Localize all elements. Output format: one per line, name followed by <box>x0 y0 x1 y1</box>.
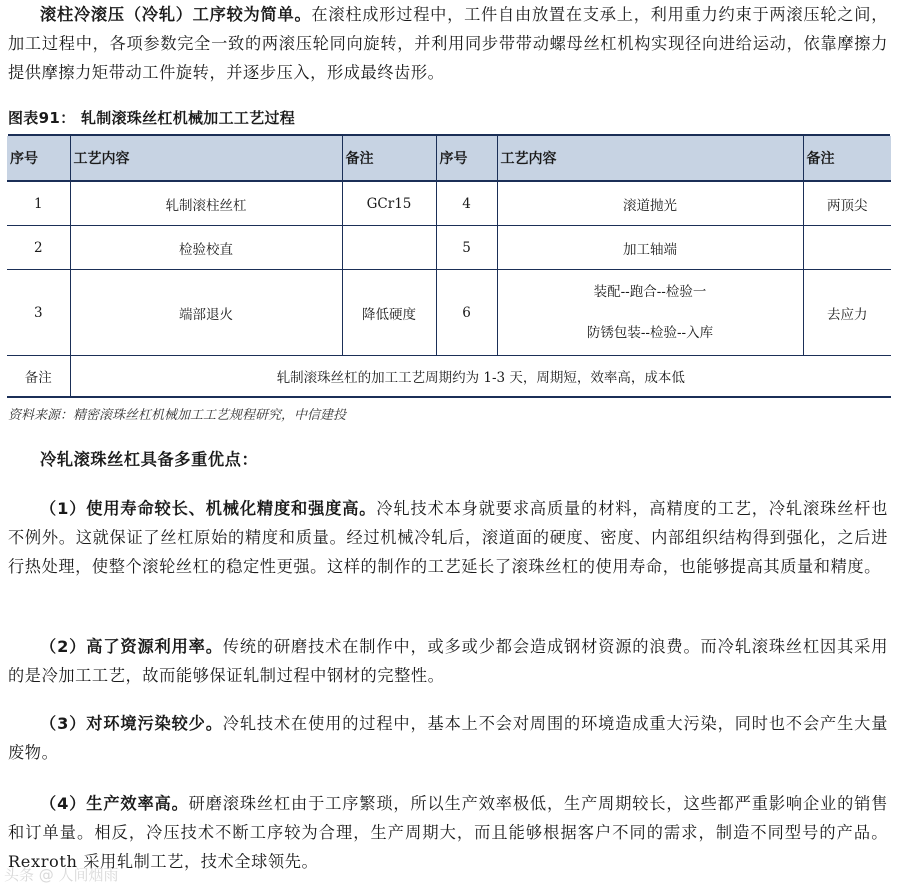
advantage-lead: （1）使用寿命较长、机械化精度和强度高。 <box>40 499 377 518</box>
advantage-lead: （2）高了资源利用率。 <box>40 637 223 656</box>
figure-title-text: 图表91： 轧制滚珠丝杠机械加工工艺过程 <box>8 109 296 127</box>
cell-note: 去应力 <box>803 270 891 356</box>
cell-seq: 6 <box>436 270 497 356</box>
cell-content: 加工轴端 <box>497 226 803 270</box>
advantage-paragraph <box>8 632 888 690</box>
advantage-paragraph <box>8 494 888 581</box>
header-seq-2: 序号 <box>436 136 497 181</box>
advantage-paragraph <box>8 789 888 876</box>
cell-note <box>803 226 891 270</box>
cell-content: 滚道抛光 <box>497 181 803 226</box>
advantage-text: 冷轧技术在使用的过程中，基本上不会对周围的环境造成重大污染，同时也不会产生大量废物。 <box>8 714 888 762</box>
advantage-paragraph <box>8 709 888 767</box>
cell-content <box>497 270 803 356</box>
header-content-1: 工艺内容 <box>70 136 342 181</box>
cell-content-line: 装配--跑合--检验一 <box>593 283 707 300</box>
header-content-2: 工艺内容 <box>497 136 803 181</box>
header-note-1: 备注 <box>342 136 436 181</box>
cell-content: 检验校直 <box>70 226 342 270</box>
table-row <box>7 270 891 356</box>
table-header-row <box>7 136 891 181</box>
cell-seq: 3 <box>7 270 70 356</box>
table-row <box>7 226 891 270</box>
header-note-2: 备注 <box>803 136 891 181</box>
watermark: 头条 @ 人间烟雨 <box>4 866 119 884</box>
intro-paragraph <box>8 0 888 87</box>
advantage-text: 冷轧技术本身就要求高质量的材料，高精度的工艺，冷轧滚珠丝杆也不例外。这就保证了丝杠原始的精度和质量。经过机械冷轧后，滚道面的硬度、密度、内部组织结构得到强化，之后进行热处理，使整个滚轮丝杠的稳定性更强。这样的制作的工艺延长了滚珠丝杠的使用寿命，也能够提高其质量和精度。 <box>8 499 888 576</box>
table-row <box>7 181 891 226</box>
advantage-text: 传统的研磨技术在制作中，或多或少都会造成钢材资源的浪费。而冷轧滚珠丝杠因其采用的是冷加工工艺，故而能够保证轧制过程中钢材的完整性。 <box>8 637 888 685</box>
table-note-row <box>7 356 891 398</box>
cell-content-line: 防锈包装--检验--入库 <box>586 324 714 341</box>
cell-note <box>342 226 436 270</box>
note-text: 轧制滚珠丝杠的加工工艺周期约为 1-3 天，周期短，效率高，成本低 <box>70 356 891 398</box>
header-seq-1: 序号 <box>7 136 70 181</box>
cell-note: GCr15 <box>342 181 436 226</box>
intro-lead: 滚柱冷滚压（冷轧）工序较为简单。 <box>40 5 312 24</box>
advantage-text: 研磨滚珠丝杠由于工序繁琐，所以生产效率极低，生产周期较长，这些都严重影响企业的销售和订单量。相反，冷压技术不断工序较为合理，生产周期大，而且能够根据客户不同的需求，制造不同型号的产品。Rexroth 采用轧制工艺，技术全球领先。 <box>8 794 888 871</box>
figure-source: 资料来源：精密滚珠丝杠机械加工工艺规程研究，中信建投 <box>8 408 347 423</box>
intro-text: 在滚柱成形过程中，工件自由放置在支承上，利用重力约束于两滚压轮之间，加工过程中，各项参数完全一致的两滚压轮同向旋转，并利用同步带带动螺母丝杠机构实现径向进给运动，依靠摩擦力提供摩擦力矩带动工件旋转，并逐步压入，形成最终齿形。 <box>8 5 888 82</box>
cell-seq: 4 <box>436 181 497 226</box>
cell-seq: 1 <box>7 181 70 226</box>
cell-content: 端部退火 <box>70 270 342 356</box>
cell-seq: 2 <box>7 226 70 270</box>
advantage-lead: （4）生产效率高。 <box>40 794 189 813</box>
figure-title <box>8 107 295 128</box>
note-label: 备注 <box>7 356 70 398</box>
advantages-heading: 冷轧滚珠丝杠具备多重优点： <box>40 450 259 469</box>
advantage-lead: （3）对环境污染较少。 <box>40 714 223 733</box>
process-table <box>7 136 891 398</box>
cell-seq: 5 <box>436 226 497 270</box>
cell-note: 两顶尖 <box>803 181 891 226</box>
cell-note: 降低硬度 <box>342 270 436 356</box>
cell-content: 轧制滚柱丝杠 <box>70 181 342 226</box>
